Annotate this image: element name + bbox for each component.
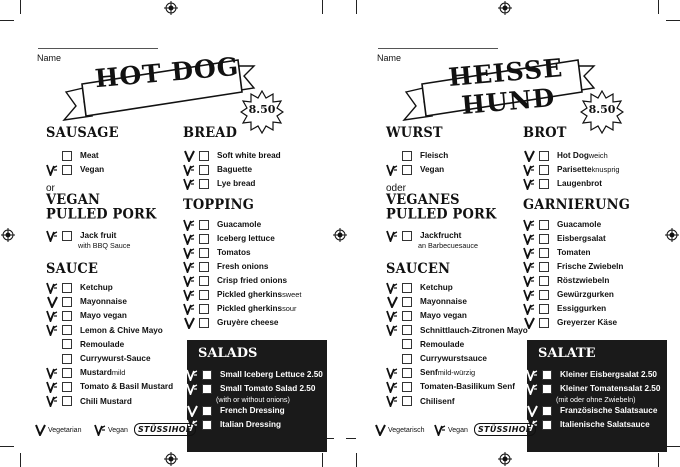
option-label: Hot Dog: [557, 151, 589, 160]
option-note: knusprig: [591, 165, 620, 174]
option-label: Laugenbrot: [557, 179, 603, 188]
option-label: Currywurst-Sauce: [80, 354, 151, 363]
no-diet-icon: [386, 338, 398, 350]
menu-option[interactable]: [183, 274, 287, 287]
vegan-icon: [186, 383, 198, 395]
menu-option[interactable]: [183, 302, 296, 315]
menu-option[interactable]: [46, 338, 124, 351]
menu-option[interactable]: [46, 395, 132, 408]
section-heading-topping: TOPPING: [183, 197, 255, 214]
vegan-icon: [183, 303, 195, 315]
menu-option[interactable]: [386, 352, 487, 365]
vegan-icon: [386, 381, 398, 393]
vegan-icon: [523, 247, 535, 259]
menu-option[interactable]: [183, 149, 281, 162]
option-checkbox[interactable]: [402, 165, 412, 175]
vegan-icon: [46, 164, 58, 176]
option-label: Lemon & Chive Mayo: [80, 325, 163, 335]
menu-option[interactable]: [46, 309, 127, 322]
option-note: weich: [588, 151, 608, 160]
section-heading-sausage: SAUSAGE: [46, 125, 119, 142]
option-checkbox[interactable]: [202, 406, 212, 416]
option-checkbox[interactable]: [402, 368, 412, 378]
option-checkbox[interactable]: [539, 165, 549, 175]
option-note: mild: [111, 368, 126, 378]
option-checkbox[interactable]: [199, 165, 209, 175]
option-checkbox[interactable]: [199, 276, 209, 286]
option-label: Lye bread: [217, 179, 256, 188]
menu-option[interactable]: [386, 149, 448, 162]
legend-vegan-label: Vegan: [108, 426, 128, 434]
menu-option[interactable]: [386, 309, 467, 322]
vegan-icon: [386, 324, 398, 336]
salad-option[interactable]: [526, 368, 657, 381]
option-checkbox[interactable]: [199, 248, 209, 258]
section-heading-sauce: SAUCEN: [386, 261, 451, 278]
option-checkbox[interactable]: [402, 231, 412, 241]
salad-option[interactable]: [186, 404, 285, 417]
legend-vegan-label: Vegan: [448, 426, 468, 434]
menu-option[interactable]: [523, 232, 606, 245]
or-label: oder: [386, 183, 407, 194]
vegetarian-icon: [374, 424, 386, 436]
vegan-icon: [386, 230, 398, 242]
option-checkbox[interactable]: [539, 248, 549, 258]
vegan-icon: [523, 219, 535, 231]
option-label: Mayonnaise: [420, 297, 467, 307]
name-line[interactable]: [38, 48, 158, 49]
menu-title: HEISSE HUND: [447, 53, 565, 120]
option-checkbox[interactable]: [542, 370, 552, 380]
vegan-icon: [523, 233, 535, 245]
section-heading-pulled-pork: VEGAN PULLED PORK: [46, 192, 157, 223]
menu-option[interactable]: [386, 163, 444, 176]
menu-option[interactable]: [523, 246, 591, 259]
vegan-icon: [523, 303, 535, 315]
menu-option[interactable]: [523, 274, 609, 287]
menu-option[interactable]: [386, 324, 528, 337]
menu-option[interactable]: [183, 232, 275, 245]
option-label: Pickled gherkins: [217, 290, 283, 299]
menu-option[interactable]: [386, 395, 455, 408]
vegetarian-icon: [183, 317, 195, 329]
name-label: Name: [377, 53, 402, 63]
vegan-icon: [186, 369, 198, 381]
vegetarian-icon: [186, 405, 198, 417]
option-label: Small Iceberg Lettuce 2.50: [220, 370, 323, 379]
option-checkbox[interactable]: [402, 151, 412, 161]
vegetarian-icon: [523, 317, 535, 329]
section-heading-salads: SALATE: [538, 346, 596, 361]
option-label: Tomatos: [217, 248, 251, 257]
menu-option[interactable]: [523, 260, 623, 273]
menu-option[interactable]: [46, 380, 173, 393]
option-checkbox[interactable]: [62, 339, 72, 349]
option-label: Tomaten: [557, 248, 591, 257]
vegan-icon: [523, 289, 535, 301]
vegan-icon: [526, 383, 538, 395]
option-label: Vegan: [420, 165, 445, 174]
option-checkbox[interactable]: [62, 165, 72, 175]
menu-option[interactable]: [46, 281, 113, 294]
vegan-icon: [434, 424, 446, 436]
option-label: Senf: [420, 368, 438, 378]
menu-card-german: [340, 0, 680, 467]
legend-vegetarian: [34, 424, 81, 436]
vegan-icon: [386, 282, 398, 294]
option-label: Jack fruit: [80, 231, 117, 240]
vegetarian-icon: [183, 150, 195, 162]
salad-option[interactable]: [186, 418, 281, 431]
option-checkbox[interactable]: [62, 382, 72, 392]
menu-option[interactable]: [46, 324, 163, 337]
no-diet-icon: [46, 150, 58, 162]
vegan-icon: [46, 324, 58, 336]
vegan-icon: [46, 282, 58, 294]
option-label: Chili Mustard: [80, 396, 132, 406]
option-label: Guacamole: [557, 220, 602, 229]
salads-onion-note: (mit oder ohne Zwiebeln): [556, 395, 636, 404]
vegan-icon: [183, 261, 195, 273]
section-heading-topping: GARNIERUNG: [523, 197, 630, 214]
option-checkbox[interactable]: [402, 311, 412, 321]
vegan-icon: [523, 275, 535, 287]
menu-option[interactable]: [46, 163, 104, 176]
menu-option[interactable]: [386, 338, 464, 351]
option-checkbox[interactable]: [202, 370, 212, 380]
option-checkbox[interactable]: [539, 151, 549, 161]
option-label: Fresh onions: [217, 262, 269, 271]
salads-panel: [527, 340, 667, 452]
vegetarian-icon: [523, 150, 535, 162]
option-checkbox[interactable]: [62, 396, 72, 406]
option-note: mild-würzig: [437, 368, 476, 378]
option-checkbox[interactable]: [539, 262, 549, 272]
vegan-icon: [183, 178, 195, 190]
vegan-icon: [183, 247, 195, 259]
salad-option[interactable]: [526, 404, 657, 417]
pulled-pork-note: with BBQ Sauce: [78, 241, 131, 250]
menu-title: HOT DOG: [93, 51, 241, 94]
vegan-icon: [46, 395, 58, 407]
vegetarian-icon: [46, 296, 58, 308]
option-label: Soft white bread: [217, 151, 281, 160]
section-heading-sausage: WURST: [386, 125, 443, 142]
option-label: Schnittlauch-Zitronen Mayo: [420, 325, 528, 335]
vegan-icon: [523, 178, 535, 190]
option-label: Kleiner Eisbergsalat 2.50: [560, 370, 657, 379]
option-checkbox[interactable]: [62, 354, 72, 364]
option-checkbox[interactable]: [62, 297, 72, 307]
option-label: Vegan: [80, 165, 105, 174]
vegan-icon: [386, 164, 398, 176]
option-note: sour: [282, 304, 297, 313]
vegan-icon: [183, 275, 195, 287]
option-checkbox[interactable]: [402, 297, 412, 307]
pulled-pork-note: an Barbecuesauce: [418, 241, 478, 250]
option-checkbox[interactable]: [202, 420, 212, 430]
option-label: Pickled gherkins: [217, 304, 283, 313]
option-label: Gewürzgurken: [557, 290, 614, 299]
option-label: Iceberg lettuce: [217, 234, 275, 243]
legend-vegetarian-label: Vegetarian: [48, 426, 82, 434]
option-checkbox[interactable]: [539, 304, 549, 314]
menu-option[interactable]: [183, 316, 278, 329]
vegan-icon: [526, 369, 538, 381]
menu-option[interactable]: [386, 380, 515, 393]
or-label: or: [46, 183, 55, 194]
option-checkbox[interactable]: [199, 290, 209, 300]
option-checkbox[interactable]: [542, 420, 552, 430]
stussihof-logo: STÜSSIHOF: [474, 423, 536, 436]
option-checkbox[interactable]: [539, 290, 549, 300]
option-label: Fleisch: [420, 151, 449, 160]
menu-option[interactable]: [46, 295, 127, 308]
option-label: Remoulade: [80, 339, 125, 349]
menu-option[interactable]: [523, 302, 606, 315]
legend-vegetarian: [374, 424, 425, 436]
option-checkbox[interactable]: [199, 262, 209, 272]
option-label: Tomaten-Basilikum Senf: [420, 382, 515, 392]
vegetarian-icon: [526, 405, 538, 417]
vegetarian-icon: [386, 296, 398, 308]
menu-option[interactable]: [523, 316, 617, 329]
option-checkbox[interactable]: [62, 311, 72, 321]
no-diet-icon: [386, 150, 398, 162]
menu-option[interactable]: [46, 149, 99, 162]
option-checkbox[interactable]: [539, 276, 549, 286]
salad-option[interactable]: [526, 382, 660, 395]
option-label: Baguette: [217, 165, 253, 174]
option-checkbox[interactable]: [402, 354, 412, 364]
no-diet-icon: [386, 353, 398, 365]
option-label: Tomato & Basil Mustard: [80, 382, 174, 392]
vegan-icon: [94, 424, 106, 436]
section-heading-sauce: SAUCE: [46, 261, 99, 278]
vegan-icon: [183, 164, 195, 176]
menu-option[interactable]: [386, 295, 467, 308]
option-label: Gruyère cheese: [217, 318, 279, 327]
option-label: Essiggurken: [557, 304, 607, 313]
section-heading-bread: BROT: [523, 125, 567, 142]
option-label: Remoulade: [420, 339, 465, 349]
menu-option[interactable]: [523, 149, 608, 162]
option-label: Röstzwiebeln: [557, 276, 610, 285]
option-checkbox[interactable]: [542, 406, 552, 416]
option-checkbox[interactable]: [542, 384, 552, 394]
section-heading-pulled-pork: VEGANES PULLED PORK: [386, 192, 497, 223]
option-note: sweet: [282, 290, 302, 299]
vegan-icon: [46, 310, 58, 322]
vegan-icon: [386, 367, 398, 379]
vegan-icon: [523, 164, 535, 176]
option-label: French Dressing: [220, 406, 285, 415]
option-label: Frische Zwiebeln: [557, 262, 624, 271]
option-checkbox[interactable]: [402, 325, 412, 335]
option-checkbox[interactable]: [539, 318, 549, 328]
option-checkbox[interactable]: [199, 234, 209, 244]
legend-vegan: [94, 424, 128, 436]
option-label: Kleiner Tomatensalat 2.50: [560, 384, 661, 393]
option-label: Mayo vegan: [420, 311, 467, 321]
vegan-icon: [386, 310, 398, 322]
option-checkbox[interactable]: [402, 283, 412, 293]
vegan-icon: [46, 367, 58, 379]
legend-vegan: [434, 424, 468, 436]
option-label: Ketchup: [80, 283, 113, 292]
salad-option[interactable]: [186, 382, 315, 395]
vegan-icon: [183, 219, 195, 231]
option-label: Italienische Salatsauce: [560, 420, 650, 429]
option-label: Mayonnaise: [80, 297, 127, 307]
menu-option[interactable]: [523, 218, 601, 231]
salad-option[interactable]: [186, 368, 323, 381]
menu-option[interactable]: [183, 260, 268, 273]
option-checkbox[interactable]: [539, 234, 549, 244]
option-checkbox[interactable]: [402, 339, 412, 349]
salads-panel: [187, 340, 327, 452]
option-label: Parisette: [557, 165, 592, 174]
option-label: Eisbergsalat: [557, 234, 606, 243]
option-label: Mayo vegan: [80, 311, 127, 321]
no-diet-icon: [46, 338, 58, 350]
menu-option[interactable]: [386, 281, 453, 294]
vegan-icon: [523, 261, 535, 273]
option-label: Guacamole: [217, 220, 262, 229]
option-checkbox[interactable]: [202, 384, 212, 394]
no-diet-icon: [46, 353, 58, 365]
name-label: Name: [37, 53, 62, 63]
option-checkbox[interactable]: [199, 318, 209, 328]
option-checkbox[interactable]: [199, 151, 209, 161]
option-label: Jackfrucht: [420, 231, 462, 240]
option-label: Small Tomato Salad 2.50: [220, 384, 316, 393]
vegan-icon: [46, 381, 58, 393]
section-heading-bread: BREAD: [183, 125, 238, 142]
option-label: Italian Dressing: [220, 420, 281, 429]
option-checkbox[interactable]: [62, 151, 72, 161]
menu-option[interactable]: [386, 366, 475, 379]
price-label: 8.50: [588, 103, 616, 116]
option-label: Chilisenf: [420, 396, 455, 406]
salad-option[interactable]: [526, 418, 650, 431]
option-checkbox[interactable]: [539, 220, 549, 230]
menu-option[interactable]: [523, 288, 614, 301]
menu-option[interactable]: [183, 218, 261, 231]
option-checkbox[interactable]: [62, 325, 72, 335]
option-label: Französische Salatsauce: [560, 406, 658, 415]
option-label: Ketchup: [420, 283, 453, 292]
menu-option[interactable]: [46, 352, 151, 365]
option-checkbox[interactable]: [199, 304, 209, 314]
option-checkbox[interactable]: [199, 179, 209, 189]
vegan-icon: [386, 395, 398, 407]
option-label: Currywurstsauce: [420, 354, 487, 363]
menu-option[interactable]: [183, 177, 255, 190]
menu-option[interactable]: [183, 246, 251, 259]
option-checkbox[interactable]: [402, 382, 412, 392]
vegetarian-icon: [34, 424, 46, 436]
menu-option[interactable]: [183, 163, 252, 176]
option-label: Mustard: [80, 368, 112, 378]
salads-onion-note: (with or without onions): [216, 395, 290, 404]
option-checkbox[interactable]: [62, 283, 72, 293]
section-heading-salads: SALADS: [198, 346, 258, 361]
price-label: 8.50: [248, 103, 276, 116]
legend-vegetarian-label: Vegetarisch: [388, 426, 425, 434]
vegan-icon: [46, 230, 58, 242]
option-checkbox[interactable]: [402, 396, 412, 406]
option-checkbox[interactable]: [62, 231, 72, 241]
menu-option[interactable]: [183, 288, 301, 301]
option-label: Meat: [80, 151, 99, 160]
option-label: Crisp fried onions: [217, 276, 288, 285]
vegan-icon: [183, 289, 195, 301]
menu-option[interactable]: [523, 177, 602, 190]
stussihof-logo: STÜSSIHOF: [134, 423, 196, 436]
option-checkbox[interactable]: [199, 220, 209, 230]
vegan-icon: [183, 233, 195, 245]
name-line[interactable]: [378, 48, 498, 49]
menu-option[interactable]: [523, 163, 620, 176]
option-checkbox[interactable]: [539, 179, 549, 189]
option-label: Greyerzer Käse: [557, 318, 618, 327]
option-checkbox[interactable]: [62, 368, 72, 378]
menu-option[interactable]: [46, 366, 125, 379]
